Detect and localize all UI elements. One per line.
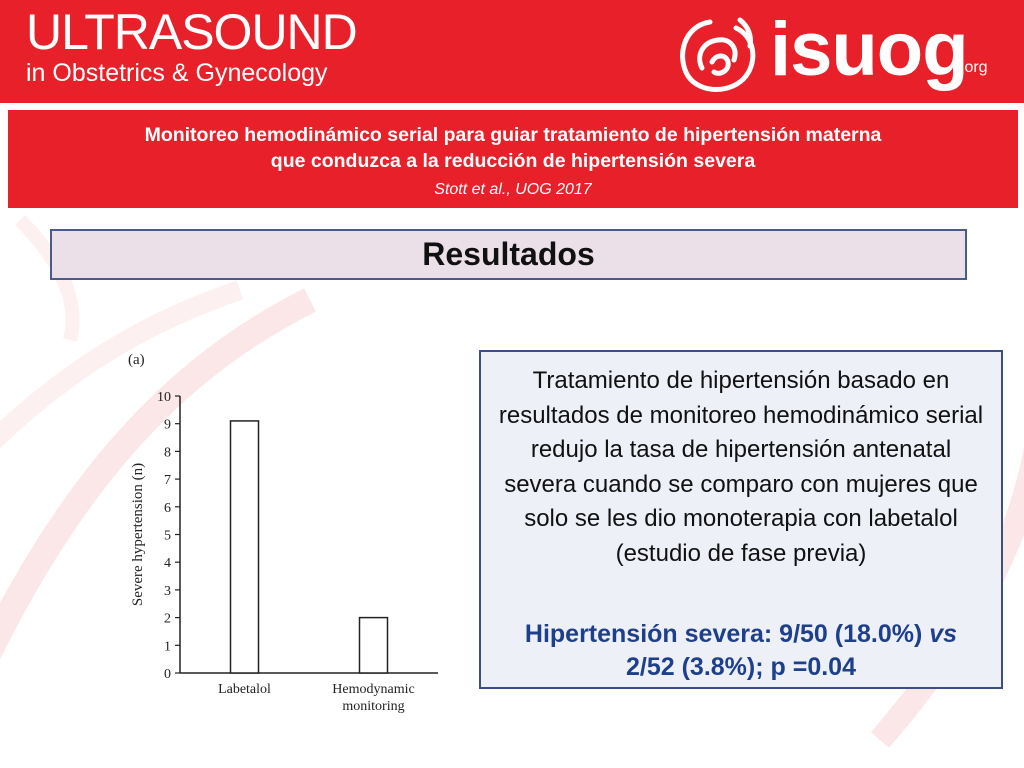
highlight-vs: vs: [929, 620, 958, 648]
x-category-label: Hemodynamic: [332, 682, 415, 697]
y-tick-label: 1: [164, 639, 171, 655]
isuog-logo-text: isuog: [770, 7, 968, 92]
study-title-line1: Monitoreo hemodinámico serial para guiar tratamiento de hipertensión materna: [144, 124, 882, 146]
x-axis-labels: [218, 682, 415, 714]
y-axis-ticks: [157, 390, 180, 682]
y-tick-label: 5: [164, 528, 171, 544]
highlight-result: Hipertensión severa: 9/50 (18.0%): [524, 620, 930, 648]
journal-subtitle: in Obstetrics & Gynecology: [26, 59, 328, 87]
y-tick-label: 0: [164, 667, 171, 682]
y-tick-label: 2: [164, 611, 171, 627]
y-tick-label: 4: [164, 556, 171, 572]
header-banner: [0, 0, 1024, 103]
journal-title: ULTRASOUND: [26, 4, 357, 60]
y-tick-label: 7: [164, 473, 171, 489]
bar-1: [231, 421, 259, 673]
chart-bars: [231, 421, 388, 673]
y-tick-label: 10: [157, 390, 171, 405]
section-heading: Resultados: [422, 236, 595, 272]
findings-text: Tratamiento de hipertensión basado en resultados de monitoreo hemodinámico serial redujo la tasa de hipertensión antenatal severa cuando se comparo con mujeres que solo se les dio monoterapia con labetalol (estudio de fase previa): [498, 367, 984, 567]
study-title-banner: [8, 110, 1018, 208]
study-citation: Stott et al., UOG 2017: [434, 181, 592, 198]
isuog-logo-suffix: .org: [960, 59, 988, 76]
x-category-label: Labetalol: [218, 682, 271, 697]
y-tick-label: 6: [164, 500, 171, 516]
severe-hypertension-bar-chart: [120, 340, 460, 725]
highlight-comparison: 2/52 (3.8%); p =0.04: [626, 653, 856, 681]
findings-highlight: [491, 618, 991, 684]
study-title-line2: que conduzca a la reducción de hipertensión severa: [270, 150, 756, 172]
x-category-label: monitoring: [342, 699, 405, 714]
section-heading-bar: [50, 229, 967, 280]
y-tick-label: 9: [164, 417, 171, 433]
y-tick-label: 8: [164, 445, 171, 461]
chart-axes: [180, 396, 438, 673]
bar-2: [360, 618, 388, 673]
findings-box: [479, 350, 1003, 689]
y-axis-title: Severe hypertension (n): [130, 462, 146, 607]
y-tick-label: 3: [164, 583, 171, 599]
chart-panel-label: (a): [128, 352, 145, 368]
